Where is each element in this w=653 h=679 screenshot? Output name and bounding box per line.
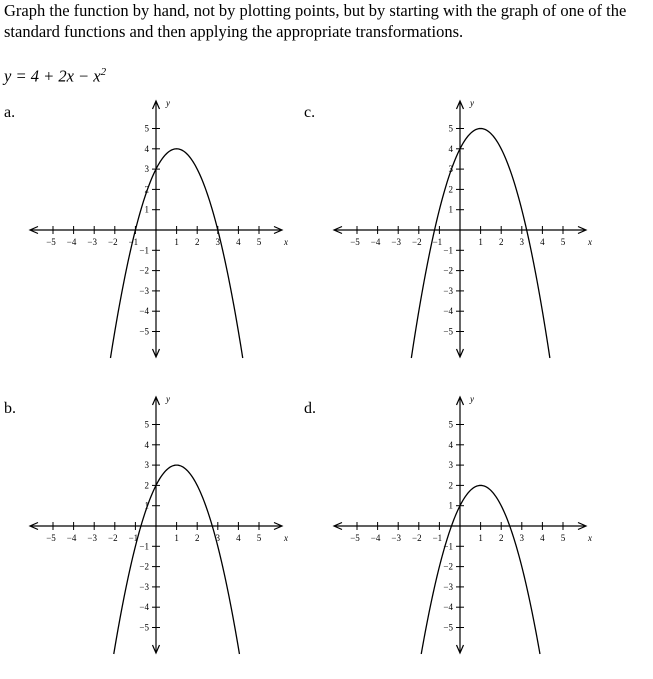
- x-tick-label: −4: [66, 533, 77, 543]
- y-tick-label: 3: [448, 164, 453, 175]
- x-tick-label: 5: [560, 237, 566, 247]
- x-tick-label: 2: [194, 533, 200, 543]
- x-tick-label: 1: [478, 533, 483, 543]
- y-tick-label: 4: [144, 143, 149, 154]
- x-tick-label: 3: [519, 237, 525, 247]
- equation-exponent: 2: [100, 66, 107, 78]
- y-tick-label: −3: [139, 581, 149, 592]
- y-tick-label: 1: [448, 204, 453, 215]
- y-tick-label: 1: [144, 204, 149, 215]
- x-tick-label: −3: [87, 237, 97, 247]
- y-tick-label: 4: [144, 439, 149, 450]
- x-tick-label: 3: [519, 533, 525, 543]
- x-tick-label: −4: [370, 237, 381, 247]
- x-tick-label: 4: [236, 237, 241, 247]
- x-tick-label: 3: [215, 237, 221, 247]
- x-tick-label: −3: [391, 237, 401, 247]
- y-tick-label: 1: [144, 500, 149, 511]
- x-tick-label: −5: [350, 533, 360, 543]
- x-tick-label: 1: [174, 237, 179, 247]
- y-tick-label: −5: [139, 326, 149, 337]
- y-tick-label: −2: [443, 265, 453, 276]
- x-tick-label: 3: [215, 533, 221, 543]
- x-axis-label: x: [284, 237, 288, 247]
- x-tick-label: −1: [128, 533, 139, 543]
- y-tick-label: 3: [144, 460, 149, 471]
- x-tick-label: −4: [66, 237, 77, 247]
- option-b-label[interactable]: b.: [4, 400, 16, 417]
- y-tick-label: −4: [139, 306, 149, 317]
- y-axis-label: y: [166, 98, 170, 108]
- y-tick-label: −2: [443, 561, 453, 572]
- x-tick-label: −1: [128, 237, 139, 247]
- y-tick-label: −2: [139, 561, 149, 572]
- y-tick-label: −1: [139, 245, 149, 256]
- x-tick-label: 1: [478, 237, 483, 247]
- y-tick-label: 3: [144, 164, 149, 175]
- y-tick-label: −4: [443, 306, 453, 317]
- option-c-label[interactable]: c.: [304, 104, 316, 121]
- x-tick-label: 5: [256, 237, 262, 247]
- y-tick-label: 2: [144, 184, 149, 195]
- x-tick-label: −5: [350, 237, 360, 247]
- y-tick-label: −4: [443, 602, 453, 613]
- x-tick-label: −3: [87, 533, 97, 543]
- y-tick-label: 1: [448, 500, 453, 511]
- y-tick-label: 3: [448, 460, 453, 471]
- x-axis-label: x: [284, 533, 288, 543]
- parabola-curve: [421, 485, 540, 654]
- y-tick-label: −1: [139, 541, 149, 552]
- option-d-label[interactable]: d.: [304, 400, 316, 417]
- y-tick-label: −4: [139, 602, 149, 613]
- y-tick-label: 4: [448, 143, 453, 154]
- y-tick-label: −3: [443, 285, 453, 296]
- y-tick-label: −3: [139, 285, 149, 296]
- y-tick-label: 2: [144, 480, 149, 491]
- x-tick-label: 4: [540, 533, 545, 543]
- x-tick-label: 5: [256, 533, 262, 543]
- y-tick-label: 5: [448, 123, 453, 134]
- y-tick-label: 5: [448, 419, 453, 430]
- y-axis-label: y: [166, 394, 170, 404]
- y-tick-label: −5: [443, 326, 453, 337]
- x-tick-label: −2: [108, 237, 118, 247]
- x-tick-label: −3: [391, 533, 401, 543]
- y-tick-label: 5: [144, 419, 149, 430]
- x-tick-label: −2: [108, 533, 118, 543]
- x-axis-label: x: [588, 533, 592, 543]
- x-tick-label: 2: [498, 237, 504, 247]
- y-tick-label: 5: [144, 123, 149, 134]
- x-tick-label: 4: [540, 237, 545, 247]
- x-tick-label: −2: [412, 533, 422, 543]
- x-tick-label: −1: [432, 533, 443, 543]
- y-tick-label: −1: [443, 245, 453, 256]
- x-tick-label: −1: [432, 237, 443, 247]
- x-tick-label: 1: [174, 533, 179, 543]
- option-a-label[interactable]: a.: [4, 104, 16, 121]
- x-tick-label: 2: [498, 533, 504, 543]
- x-tick-label: 5: [560, 533, 566, 543]
- x-axis-label: x: [588, 237, 592, 247]
- y-tick-label: −3: [443, 581, 453, 592]
- x-tick-label: −5: [46, 533, 56, 543]
- x-tick-label: −2: [412, 237, 422, 247]
- question-text: Graph the function by hand, not by plotting points, but by starting with the graph of one of the standard functions and then applying the appropriate transformations.: [4, 1, 627, 41]
- y-tick-label: −1: [443, 541, 453, 552]
- y-axis-label: y: [470, 98, 474, 108]
- y-tick-label: −2: [139, 265, 149, 276]
- y-tick-label: −5: [443, 622, 453, 633]
- y-tick-label: 2: [448, 184, 453, 195]
- equation: $y = 4 + 2x - x^2$: [4, 66, 107, 86]
- x-tick-label: −5: [46, 237, 56, 247]
- x-tick-label: 2: [194, 237, 200, 247]
- x-tick-label: −4: [370, 533, 381, 543]
- y-tick-label: −5: [139, 622, 149, 633]
- y-axis-label: y: [470, 394, 474, 404]
- x-tick-label: 4: [236, 533, 241, 543]
- y-tick-label: 4: [448, 439, 453, 450]
- y-tick-label: 2: [448, 480, 453, 491]
